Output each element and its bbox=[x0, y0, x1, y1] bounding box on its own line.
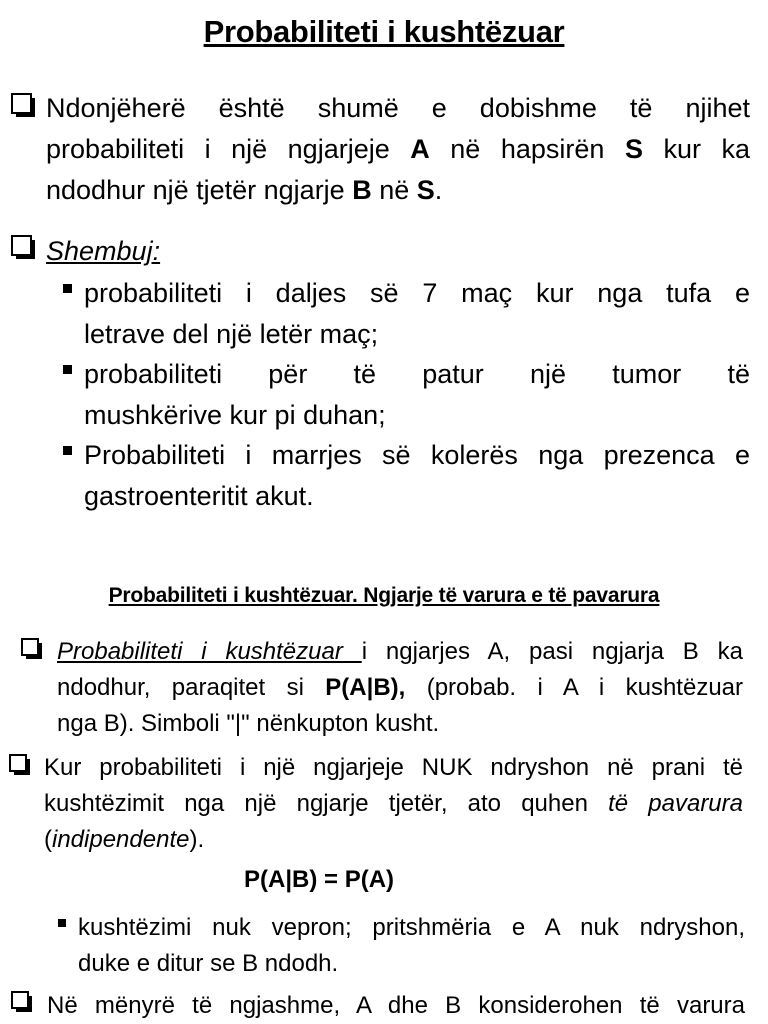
space-s-2: S bbox=[416, 175, 435, 205]
independence-line-3: (indipendente). bbox=[44, 826, 205, 853]
notation-p-a-given-b: P(A|B), bbox=[325, 674, 406, 701]
example-item-2: probabiliteti për të patur një tumor të mushkërive kur pi duhan; bbox=[84, 359, 750, 430]
checkbox-bullet-icon bbox=[10, 234, 37, 261]
conditional-line-2: ndodhur, paraqitet si P(A|B), (probab. i A i kushtëzuar bbox=[57, 674, 744, 701]
independence-line-2: kushtëzimit nga një ngjarje tjetër, ato quhen të pavarura bbox=[44, 790, 743, 817]
example-item-3: Probabiliteti i marrjes së kolerës nga prezenca e gastroenteritit akut. bbox=[84, 440, 750, 511]
intro-line-2: probabiliteti i një ngjarjeje A në hapsirën S kur ka bbox=[46, 134, 751, 164]
independent-term: të pavarura bbox=[608, 790, 743, 817]
conditional-line-3: nga B). Simboli "|" nënkupton kusht. bbox=[57, 710, 440, 737]
square-bullet-icon bbox=[63, 365, 72, 374]
page-title: Probabiliteti i kushtëzuar bbox=[203, 14, 565, 49]
conditional-term: Probabiliteti i kushtëzuar bbox=[57, 638, 362, 665]
conditional-line-1: Probabiliteti i kushtëzuar i ngjarjes A, pasi ngjarja B ka bbox=[57, 638, 743, 665]
event-a: A bbox=[410, 134, 430, 164]
checkbox-bullet-icon bbox=[8, 753, 32, 777]
independence-paragraph bbox=[44, 750, 743, 858]
dependence-line-1: Në mënyrë të ngjashme, A dhe B konsiderohen të varura bbox=[47, 992, 745, 1019]
intro-line-1: Ndonjëherë është shumë e dobishme të njihet bbox=[46, 93, 750, 123]
square-bullet-icon bbox=[58, 919, 66, 927]
space-s: S bbox=[624, 134, 643, 164]
conditional-paragraph bbox=[57, 634, 743, 742]
independence-line-1: Kur probabiliteti i një ngjarjeje NUK ndryshon në prani të bbox=[44, 754, 743, 781]
intro-line-3: ndodhur një tjetër ngjarje B në S. bbox=[46, 175, 443, 205]
checkbox-bullet-icon bbox=[10, 92, 37, 119]
formula: P(A|B) = P(A) bbox=[244, 866, 395, 893]
square-bullet-icon bbox=[63, 446, 72, 455]
square-bullet-icon bbox=[63, 284, 72, 293]
intro-paragraph bbox=[46, 88, 750, 211]
examples-heading: Shembuj: bbox=[46, 236, 161, 266]
event-b: B bbox=[352, 175, 372, 205]
checkbox-bullet-icon bbox=[20, 637, 44, 661]
dependence-paragraph bbox=[47, 988, 745, 1024]
section-title: Probabiliteti i kushtëzuar. Ngjarje të varura e të pavarura bbox=[108, 584, 660, 607]
checkbox-bullet-icon bbox=[10, 990, 34, 1014]
independence-note: kushtëzimi nuk vepron; pritshmëria e A nuk ndryshon, duke e ditur se B ndodh. bbox=[78, 914, 745, 977]
example-item-1: probabiliteti i daljes së 7 maç kur nga tufa e letrave del një letër maç; bbox=[84, 278, 750, 349]
